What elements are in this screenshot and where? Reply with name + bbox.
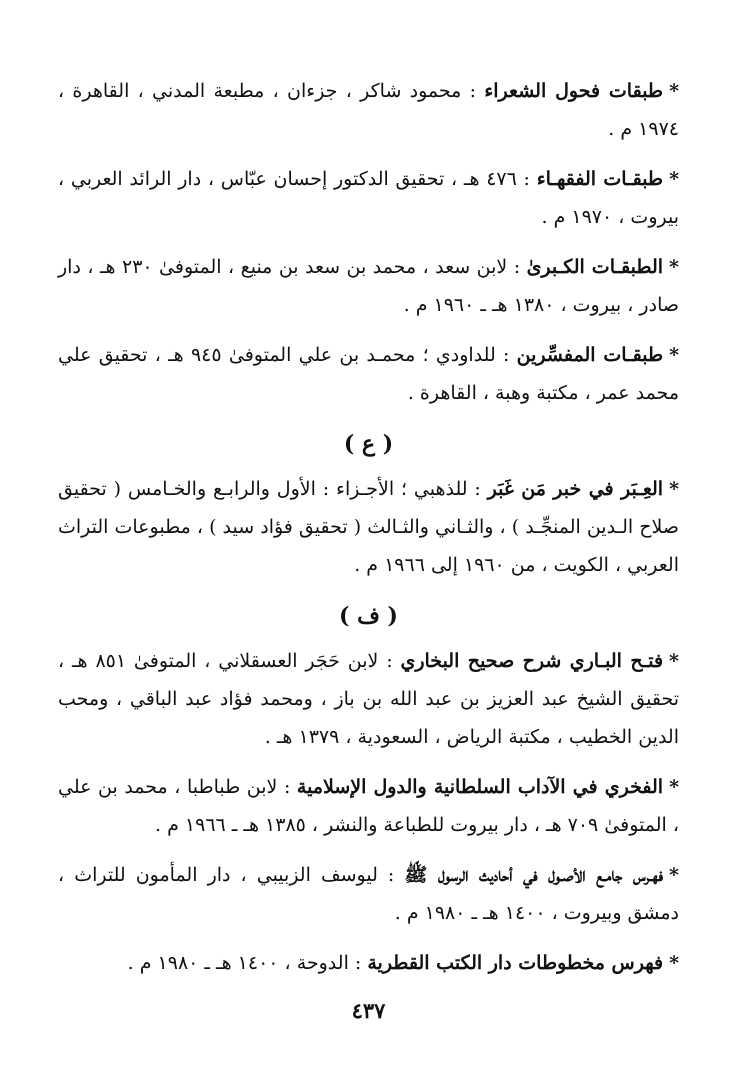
bibliography-entry xyxy=(58,248,679,324)
entry-details: : لابن طباطبا ، محمد بن علي ، المتوفىٰ ٧٠٩ هـ ، دار بيروت للطباعة والنشر ، ١٣٨٥ هـ ـ ١٩٦٦ م . xyxy=(58,776,679,836)
bibliography-entry xyxy=(58,470,679,584)
bibliography-entry xyxy=(58,72,679,148)
bibliography-entry xyxy=(58,160,679,236)
bibliography-page xyxy=(58,72,679,994)
entry-title: طبقـات المفسِّرين xyxy=(516,344,664,366)
entry-details: : الدوحة ، ١٤٠٠ هـ ـ ١٩٨٠ م . xyxy=(127,952,362,974)
entry-title: فهـرس جامـع الأصـول في أحاديث الرسول ﷺ xyxy=(404,864,664,886)
entry-title: طبقات فحول الشعراء xyxy=(484,80,664,102)
bibliography-entry xyxy=(58,336,679,412)
entry-details: : للداودي ؛ محمـد بن علي المتوفىٰ ٩٤٥ هـ ، تحقيق علي محمد عمر ، مكتبة وهبة ، القاهرة . xyxy=(58,344,679,404)
section-heading-fa: ( ف ) xyxy=(339,603,398,629)
bullet-star: * xyxy=(669,864,679,886)
bibliography-entry xyxy=(58,642,679,756)
entry-details: : لابن حَجَر العسقلاني ، المتوفىٰ ٨٥١ هـ ، تحقيق الشيخ عبد العزيز بن عبد الله بن باز ، ومحمد فؤاد عبد الباقي ، ومحب الدين الخطيب ، مكتبة الرياض ، السعودية ، ١٣٧٩ هـ . xyxy=(58,650,679,748)
bullet-star: * xyxy=(669,168,679,190)
entry-title: العِـبَر في خبر مَن غَبَر xyxy=(487,478,664,500)
bullet-star: * xyxy=(669,344,680,366)
entry-title: طبقـات الفقهـاء xyxy=(536,168,664,190)
bullet-star: * xyxy=(669,80,679,102)
bullet-star: * xyxy=(669,650,679,672)
entry-title: الطبقـات الكـبرىٰ xyxy=(526,256,664,278)
page-number: ٤٣٧ xyxy=(351,998,386,1023)
bullet-star: * xyxy=(669,776,679,798)
entry-details: : ليوسف الزبيبي ، دار المأمون للتراث ، دمشق وبيروت ، ١٤٠٠ هـ ـ ١٩٨٠ م . xyxy=(58,864,679,924)
section-heading-ain: ( ع ) xyxy=(343,431,394,457)
bibliography-entry xyxy=(58,944,679,982)
entry-title: الفخري في الآداب السلطانية والدول الإسلامية xyxy=(296,776,664,798)
bibliography-entry xyxy=(58,856,679,932)
entry-title: فتـح البـاري شرح صحيح البخاري xyxy=(400,650,664,672)
entry-details: : لابن سعد ، محمد بن سعد بن منيع ، المتوفىٰ ٢٣٠ هـ ، دار صادر ، بيروت ، ١٣٨٠ هـ ـ ١٩٦٠ م . xyxy=(58,256,679,316)
entry-details: : ٤٧٦ هـ ، تحقيق الدكتور إحسان عبّاس ، دار الرائد العربي ، بيروت ، ١٩٧٠ م . xyxy=(58,168,679,228)
entry-details: : للذهبي ؛ الأجـزاء : الأول والرابـع والخـامس ( تحقيق صلاح الـدين المنجِّـد ) ، والثـاني والثـالث ( تحقيق فؤاد سيد ) ، مطبوعات التراث العربي ، الكويت ، من ١٩٦٠ إلى ١٩٦٦ م . xyxy=(58,478,679,576)
bibliography-entry xyxy=(58,768,679,844)
entry-title: فهرس مخطوطات دار الكتب القطرية xyxy=(367,952,664,974)
entry-details: : محمود شاكر ، جزءان ، مطبعة المدني ، القاهرة ، ١٩٧٤ م . xyxy=(58,80,679,140)
bullet-star: * xyxy=(669,256,679,278)
bullet-star: * xyxy=(669,478,680,500)
bullet-star: * xyxy=(669,952,679,974)
